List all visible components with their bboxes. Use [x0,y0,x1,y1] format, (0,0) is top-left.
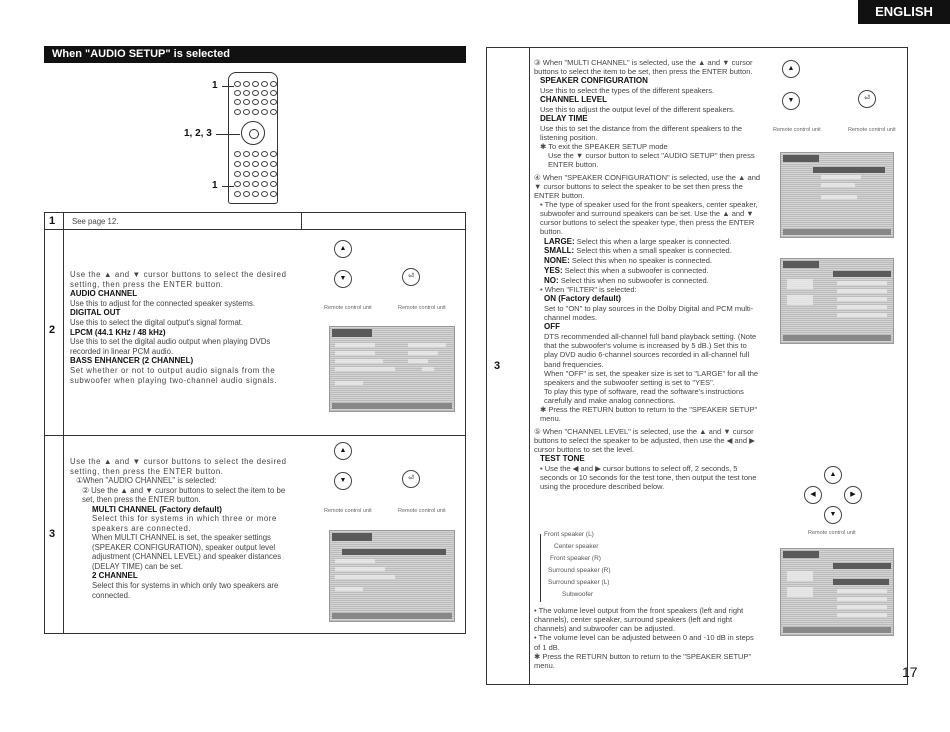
right-bottom-text [534,606,762,670]
speaker-setup-osd-screen [780,152,894,238]
row3-caption-2: Remote control unit [398,508,446,514]
filter-note: • When "FILTER" is selected: [540,285,637,295]
multi-channel-text-2: When MULTI CHANNEL is set, the speaker settings (SPEAKER CONFIGURATION), speaker output level adjustment (CHANNEL LEVEL) and speaker distances (DELAY TIME) can be set. [92,533,282,571]
none-value: Select this when no speaker is connected. [571,256,712,265]
row2-caption-1: Remote control unit [324,305,372,311]
filter-on-heading: ON (Factory default) [544,294,621,304]
up-arrow-button-icon: ▲ [782,60,800,78]
row2-text-block [70,270,294,385]
row1-number: 1 [49,215,56,227]
callout-123: 1, 2, 3 [184,128,212,139]
lpcm-text: Use this to set the digital audio output when playing DVDs recorded in linear PCM audio. [70,337,271,356]
row1-text: See page 12. [72,217,119,226]
yes-key: YES: [544,265,563,275]
channel-level-text: Use this to adjust the output level of the different speakers. [540,104,735,114]
right-column-text [534,58,762,491]
four-way-cursor-pad [804,466,862,524]
test-tone-text: • Use the ◀ and ▶ cursor buttons to select off, 2 seconds, 5 seconds or 10 seconds for the test tone, then output the test tone using the procedure described below. [540,463,757,492]
para-speaker-config: ④ When "SPEAKER CONFIGURATION" is selected, use the ▲ and ▼ cursor buttons to select the speaker to be set then press the ENTER button. [534,172,761,200]
delay-time-heading: DELAY TIME [540,114,588,124]
digital-out-heading: DIGITAL OUT [70,308,121,318]
caption-remote-b: Remote control unit [848,127,896,133]
audio-channel-heading: AUDIO CHANNEL [70,289,138,298]
row2-number: 2 [49,324,56,336]
large-value: Select this when a large speaker is connected. [576,236,732,246]
row3-intro: Use the ▲ and ▼ cursor buttons to select the desired setting, then press the ENTER button. [70,457,287,476]
right-step-number: 3 [494,360,501,372]
remote-control-illustration [228,72,278,204]
filter-off-text: DTS recommended all-channel full band playback setting. (Note that the subwoofer's volume is increased by 5 dB.) Set this to play DVD audio 6-channel sources recorded in all-channel full band frequencies. [544,332,757,369]
exit-note: ✱ To exit the SPEAKER SETUP mode [540,142,668,152]
up-arrow-button-icon: ▲ [824,466,842,484]
caption-remote-c: Remote control unit [808,530,856,536]
exit-note-text: Use the ▼ cursor button to select "AUDIO SETUP" then press ENTER button. [548,151,755,170]
no-key: NO: [544,275,559,285]
delay-time-text: Use this to set the distance from the different speakers to the listening position. [540,123,743,142]
row2-intro: Use the ▲ and ▼ cursor buttons to select the desired setting, then press the ENTER button. [70,270,287,289]
enter-button-icon: ⏎ [402,268,420,286]
channel-level-heading: CHANNEL LEVEL [540,95,607,105]
row3-caption-1: Remote control unit [324,508,372,514]
row3-when: ①When "AUDIO CHANNEL" is selected: [76,476,217,485]
row3-sub: ② Use the ▲ and ▼ cursor buttons to select the item to be set, then press the ENTER button. [82,485,286,504]
section-title: When "AUDIO SETUP" is selected [44,46,466,63]
return-note-2: ✱ Press the RETURN button to return to the "SPEAKER SETUP" menu. [534,651,752,670]
audio-setup-osd-screen [329,326,455,412]
flow-front-l: Front speaker (L) [544,531,594,538]
speaker-configuration-osd-screen [780,258,894,344]
no-value: Select this when no subwoofer is connected. [560,275,709,285]
filter-off-text-3: To play this type of software, read the software's instructions carefully and make analog connections. [544,387,744,406]
filter-on-text: Set to "ON" to play sources in the Dolby Digital and PCM multi-channel modes. [544,304,754,323]
yes-value: Select this when a subwoofer is connected. [564,265,709,275]
flow-surround-l: Surround speaker (L) [548,579,610,586]
para-channel-level: ⑤ When "CHANNEL LEVEL" is selected, use the ▲ and ▼ cursor buttons to select the speaker to be adjusted, then use the ◀ and ▶ cursor buttons to set the level. [534,426,755,454]
row3-number: 3 [49,528,56,540]
audio-channel-text: Use this to adjust for the connected speaker systems. [70,298,256,308]
test-tone-heading: TEST TONE [540,454,585,463]
left-arrow-button-icon: ◀ [804,486,822,504]
small-value: Select this when a small speaker is connected. [576,246,732,256]
row3-text-block [70,457,294,600]
multi-channel-text: Select this for systems in which three or more speakers are connected. [92,514,277,533]
two-channel-heading: 2 CHANNEL [92,571,138,581]
volume-note-2: • The volume level can be adjusted between 0 and -10 dB in steps of 1 dB. [534,633,754,652]
small-key: SMALL: [544,246,575,256]
speaker-configuration-text: Use this to select the types of the different speakers. [540,86,715,96]
down-arrow-button-icon: ▼ [334,270,352,288]
flow-subwoofer: Subwoofer [562,591,594,598]
up-arrow-button-icon: ▲ [334,442,352,460]
down-arrow-button-icon: ▼ [782,92,800,110]
flow-surround-r: Surround speaker (R) [548,567,611,574]
speaker-types-text: • The type of speaker used for the front speakers, center speaker, subwoofer and surround speakers can be set. Use the ▲ and ▼ cursor buttons to select the speaker type, then press the ENTER button. [540,199,758,237]
volume-note-1: • The volume level output from the front speakers (left and right channels), center speaker, surround speakers (left and right channels) and subwoofer can be adjusted. [534,606,744,634]
up-arrow-button-icon: ▲ [334,240,352,258]
callout-1-bottom: 1 [212,180,218,191]
down-arrow-button-icon: ▼ [334,472,352,490]
flow-center: Center speaker [554,543,599,550]
para-multi-channel: ③ When "MULTI CHANNEL" is selected, use the ▲ and ▼ cursor buttons to select the item to be set, then press the ENTER button. [534,58,753,77]
filter-off-heading: OFF [544,322,560,332]
none-key: NONE: [544,256,570,265]
bass-enhancer-heading: BASS ENHANCER (2 CHANNEL) [70,356,194,366]
large-key: LARGE: [544,236,575,246]
bass-enhancer-text: Set whether or not to output audio signals from the subwoofer when playing two-channel audio signals. [70,366,278,385]
caption-remote-a: Remote control unit [773,127,821,133]
filter-off-text-2: When "OFF" is set, the speaker size is set to "LARGE" for all the speakers and the subwoofer setting is set to "YES". [544,368,759,387]
page-number: 17 [902,664,918,680]
multi-channel-heading: MULTI CHANNEL (Factory default) [92,504,222,514]
lpcm-heading: LPCM (44.1 KHz / 48 kHz) [70,327,166,337]
digital-out-text: Use this to select the digital output's signal format. [70,318,244,327]
row2-caption-2: Remote control unit [398,305,446,311]
cursor-pad-icon [241,121,265,145]
channel-level-osd-screen [780,548,894,636]
enter-button-icon: ⏎ [858,90,876,108]
language-tab: ENGLISH [858,0,950,24]
audio-channel-osd-screen [329,530,455,622]
callout-1-top: 1 [212,80,218,91]
right-arrow-button-icon: ▶ [844,486,862,504]
return-note-1: ✱ Press the RETURN button to return to the "SPEAKER SETUP" menu. [540,405,758,424]
two-channel-text: Select this for systems in which only two speakers are connected. [92,581,279,600]
down-arrow-button-icon: ▼ [824,506,842,524]
flow-front-r: Front speaker (R) [550,555,601,562]
speaker-configuration-heading: SPEAKER CONFIGURATION [540,76,648,86]
enter-button-icon: ⏎ [402,470,420,488]
